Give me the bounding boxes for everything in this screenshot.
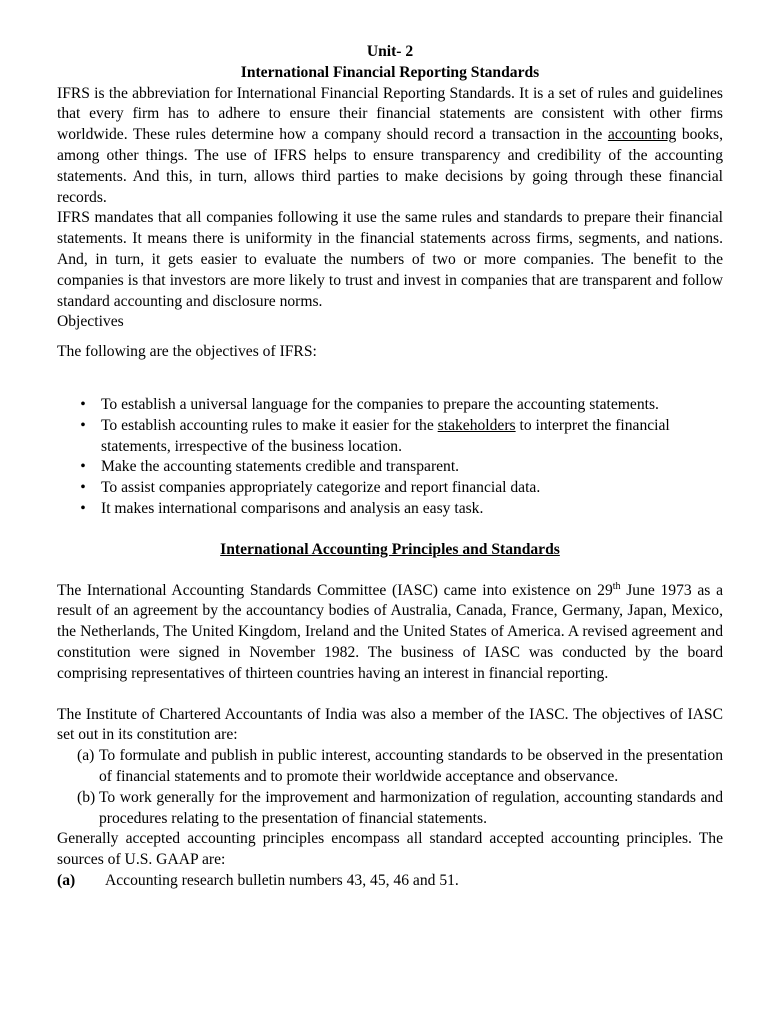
page-title: International Financial Reporting Standards: [240, 63, 540, 81]
bullet-icon: •: [80, 416, 86, 434]
bullet-icon: •: [80, 395, 86, 413]
document-content: [57, 42, 723, 892]
list-item: • Make the accounting statements credible and transparent.: [57, 457, 723, 478]
list-item: (b) To work generally for the improvement and harmonization of regulation, accounting standards and procedures relating to the presentation of financial statements.: [77, 788, 723, 827]
objectives-list: [57, 395, 723, 520]
objectives-lead: The following are the objectives of IFRS:: [57, 343, 317, 361]
icai-paragraph: The Institute of Chartered Accountants of India was also a member of the IASC. The objectives of IASC set out in its constitution are:: [57, 705, 723, 744]
gaap-item: (a) Accounting research bulletin numbers 43, 45, 46 and 51.: [57, 871, 459, 889]
intro-paragraph-2: IFRS mandates that all companies following it use the same rules and standards to prepare their financial statements. It means there is uniformity in the financial statements across firms, segments, and nations. And, in turn, it gets easier to evaluate the numbers of two or more companies. The benefit to the companies is that investors are more likely to trust and invest in companies that are transparent and follow standard accounting and disclosure norms.: [57, 209, 723, 310]
iasc-paragraph: The International Accounting Standards Committee (IASC) came into existence on 29th June 1973 as a result of an agreement by the accountancy bodies of Australia, Canada, France, Germany, Japan, Mexico, the Netherlands, The United Kingdom, Ireland and the United States of America. A revised agreement and constitution were signed in November 1982. The business of IASC was conducted by the board comprising representatives of thirteen countries having an interest in financial reporting.: [57, 580, 723, 682]
accounting-link[interactable]: accounting: [607, 126, 677, 144]
unit-label: Unit- 2: [366, 43, 414, 60]
bullet-icon: •: [80, 479, 86, 497]
iasc-objectives-list: [57, 746, 723, 829]
intro-paragraph-1: [57, 84, 723, 209]
list-item: • To establish accounting rules to make it easier for the stakeholders to interpret the financial statements, irrespective of the business location.: [57, 416, 723, 458]
section-heading: International Accounting Principles and Standards: [220, 540, 560, 558]
list-item: • To establish a universal language for the companies to prepare the accounting statements.: [57, 395, 723, 416]
list-item: • It makes international comparisons and analysis an easy task.: [57, 499, 723, 520]
list-item: (a) To formulate and publish in public interest, accounting standards to be observed in the presentation of financial statements and to promote their worldwide acceptance and observance.: [77, 747, 723, 785]
intro-text-1a: IFRS is the abbreviation for International Financial Reporting Standards. It is a set of rules and guidelines that every firm has to adhere to ensure their financial statements are consistent with other firms worldwide. These rules determine how a company should record a transaction in the: [57, 84, 723, 144]
gaap-paragraph: Generally accepted accounting principles encompass all standard accepted accounting principles. The sources of U.S. GAAP are:: [57, 830, 723, 869]
bullet-icon: •: [80, 458, 86, 476]
intro-text-1b: books, among other things. The use of IFRS helps to ensure transparency and credibility of the accounting statements. And this, in turn, allows third parties to make decisions by going through these financial records.: [57, 126, 723, 206]
list-item: • To assist companies appropriately categorize and report financial data.: [57, 478, 723, 499]
objectives-heading: Objectives: [57, 313, 124, 331]
bullet-icon: •: [80, 499, 86, 517]
stakeholders-link[interactable]: stakeholders: [437, 416, 516, 434]
